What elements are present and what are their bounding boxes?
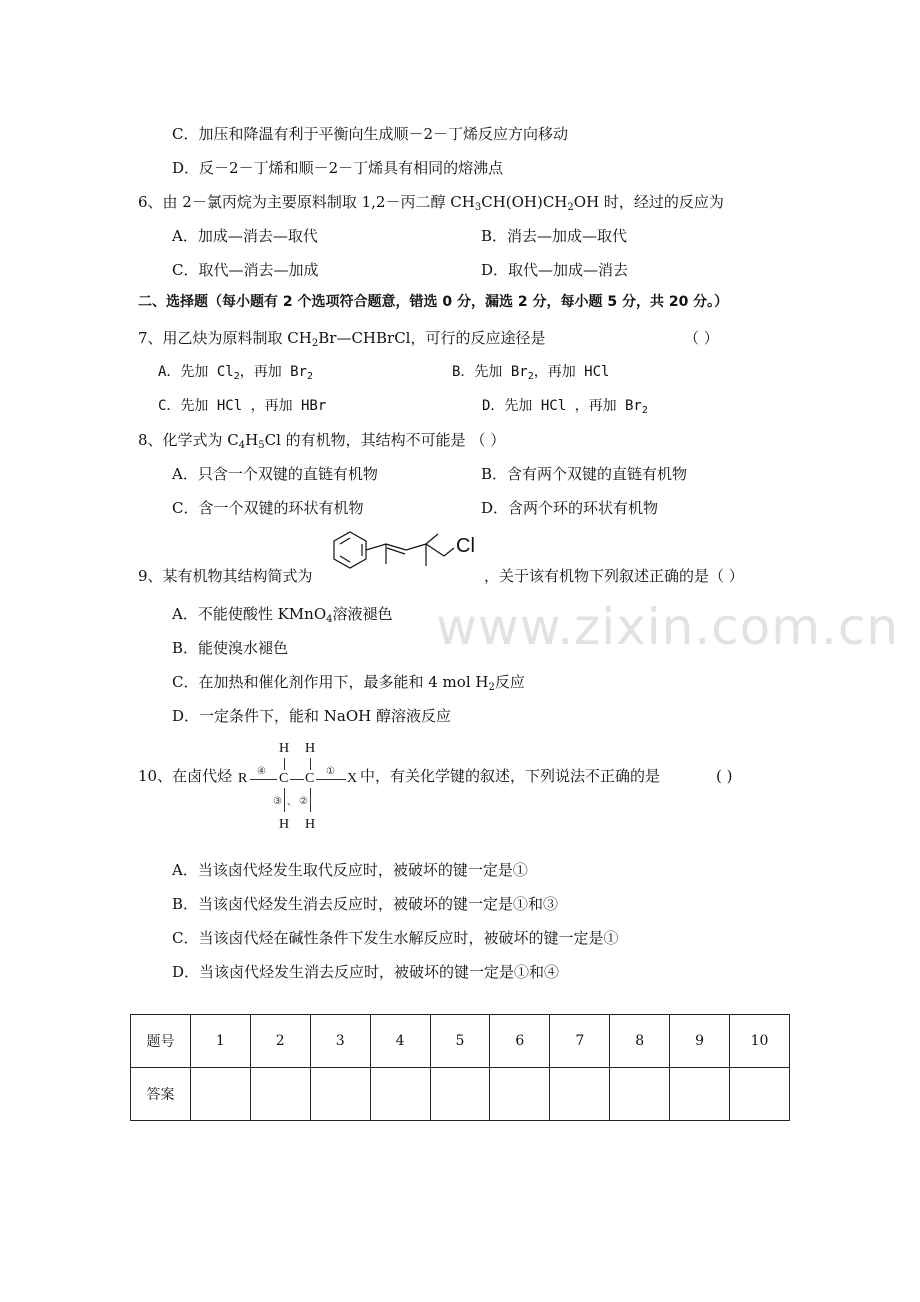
q8-option-c: C．含一个双键的环状有机物: [172, 499, 364, 517]
table-row-answers: [131, 1068, 790, 1121]
bond: [284, 788, 285, 812]
question-number-cell: 9: [670, 1015, 730, 1068]
chlorine-label: Cl: [456, 535, 475, 557]
q6-stem: 6、由 2－氯丙烷为主要原料制取 1,2－丙二醇 $CH_3CH(OH)CH_2OH$ 时，经过的反应为: [138, 193, 724, 213]
q8-option-a: A．只含一个双键的直链有机物: [172, 465, 378, 483]
q8-stem: 8、化学式为 $C_4H_5Cl$ 的有机物，其结构不可能是 （ ）: [138, 431, 506, 451]
q10-answer-paren: ( ): [716, 767, 733, 785]
question-number-cell: 10: [730, 1015, 790, 1068]
comma: 、: [287, 797, 297, 808]
question-number-cell: 3: [310, 1015, 370, 1068]
q7-stem: 7、用乙炔为原料制取 $CH_2Br—CHBrCl$，可行的反应途径是: [138, 329, 546, 349]
q7-option-a: A．先加 $Cl_2$，再加 $Br_2$: [158, 364, 314, 382]
q7-option-c: C．先加 HCl ，再加 HBr: [158, 398, 327, 414]
q5-option-d: D．反－2－丁烯和顺－2－丁烯具有相同的熔沸点: [172, 159, 504, 177]
section-2-heading: 二、选择题（每小题有 2 个选项符合题意，错选 0 分，漏选 2 分，每小题 5 分，共 20 分。）: [138, 294, 729, 310]
question-number-cell: 6: [490, 1015, 550, 1068]
bond: [290, 779, 304, 780]
answer-table: [130, 1014, 790, 1121]
bond-ring-vinyl: [366, 544, 386, 550]
header-label-cell: 题号: [131, 1015, 191, 1068]
q10-stem-continued: 中，有关化学键的叙述，下列说法不正确的是: [360, 767, 661, 785]
q6-option-d: D．取代—加成—消去: [481, 261, 629, 279]
c-atom: C: [279, 771, 289, 786]
x-atom: X: [347, 771, 358, 786]
q9-option-b: B．能使溴水褪色: [172, 639, 289, 657]
question-number-cell: 8: [610, 1015, 670, 1068]
bond-label-1: ①: [326, 766, 335, 777]
h-atom: H: [305, 817, 316, 832]
q8-option-d: D．含两个环的环状有机物: [481, 499, 659, 517]
bond: [310, 788, 311, 812]
watermark: www.zixin.com.cn: [436, 598, 900, 656]
answer-cell[interactable]: [310, 1068, 370, 1121]
q9-option-a: A．不能使酸性 KMnO$_4$溶液褪色: [172, 605, 393, 625]
h-atom: H: [305, 741, 316, 756]
answer-cell[interactable]: [430, 1068, 490, 1121]
bond-label-3: ③: [273, 796, 282, 807]
answer-label-cell: 答案: [131, 1068, 191, 1121]
q10-haloalkane-structure: [238, 741, 366, 832]
q8-option-b: B．含有两个双键的直链有机物: [481, 465, 688, 483]
benzene-ring: [334, 532, 366, 568]
q7-answer-paren: （ ）: [684, 329, 719, 347]
answer-cell[interactable]: [190, 1068, 250, 1121]
question-number-cell: 7: [550, 1015, 610, 1068]
bond: [316, 779, 346, 780]
q10-option-a: A．当该卤代烃发生取代反应时，被破坏的键一定是①: [172, 861, 528, 879]
q6-option-c: C．取代—消去—加成: [172, 261, 319, 279]
table-row-numbers: [131, 1015, 790, 1068]
answer-cell[interactable]: [730, 1068, 790, 1121]
q9-option-c: C．在加热和催化剂作用下，最多能和 4 mol $H_2$反应: [172, 673, 525, 693]
answer-cell[interactable]: [610, 1068, 670, 1121]
question-number-cell: 4: [370, 1015, 430, 1068]
answer-cell[interactable]: [250, 1068, 310, 1121]
q10-stem: 10、在卤代烃: [138, 767, 233, 785]
answer-cell[interactable]: [370, 1068, 430, 1121]
h-atom: H: [279, 817, 290, 832]
question-number-cell: 5: [430, 1015, 490, 1068]
q9-option-d: D．一定条件下，能和 NaOH 醇溶液反应: [172, 707, 452, 725]
q9-stem-continued: ，关于该有机物下列叙述正确的是（ ）: [484, 567, 744, 585]
bond-label-2: ②: [299, 796, 308, 807]
question-number-cell: 2: [250, 1015, 310, 1068]
q9-stem: 9、某有机物其结构简式为: [138, 567, 313, 585]
q6-option-b: B．消去—加成—取代: [481, 227, 628, 245]
q10-option-b: B．当该卤代烃发生消去反应时，被破坏的键一定是①和③: [172, 895, 559, 913]
bond: [250, 779, 277, 780]
q9-structure-diagram: [326, 528, 484, 580]
c-atom: C: [305, 771, 315, 786]
q5-option-c: C．加压和降温有利于平衡向生成顺－2－丁烯反应方向移动: [172, 125, 569, 143]
q7-option-d: D．先加 HCl ，再加 $Br_2$: [482, 398, 648, 416]
question-number-cell: 1: [190, 1015, 250, 1068]
answer-cell[interactable]: [550, 1068, 610, 1121]
q7-option-b: B．先加 $Br_2$，再加 HCl: [452, 364, 610, 382]
q6-option-a: A．加成—消去—取代: [172, 227, 318, 245]
q10-option-d: D．当该卤代烃发生消去反应时，被破坏的键一定是①和④: [172, 963, 560, 981]
r-group: R: [238, 771, 248, 786]
bond-label-4: ④: [257, 766, 266, 777]
bond: [284, 758, 285, 770]
answer-cell[interactable]: [670, 1068, 730, 1121]
q10-option-c: C．当该卤代烃在碱性条件下发生水解反应时，被破坏的键一定是①: [172, 929, 619, 947]
h-atom: H: [279, 741, 290, 756]
bond: [310, 758, 311, 770]
answer-cell[interactable]: [490, 1068, 550, 1121]
